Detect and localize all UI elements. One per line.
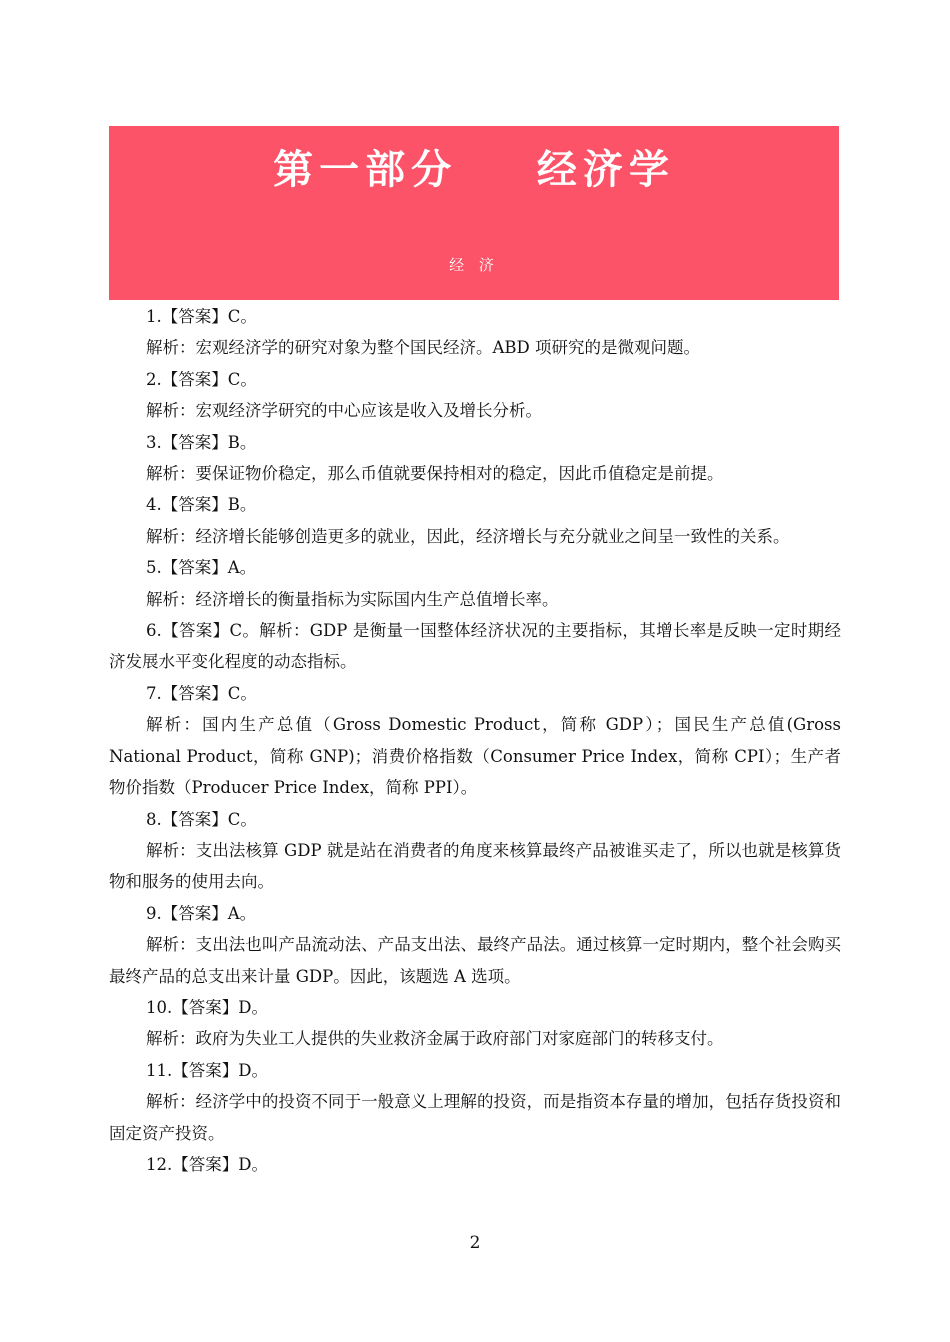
answer-line: 7.【答案】C。 (146, 683, 257, 703)
answer-line: 11.【答案】D。 (146, 1060, 268, 1080)
answer-line: 3.【答案】B。 (146, 432, 257, 452)
answer-line: 10.【答案】D。 (146, 997, 268, 1017)
explanation-line: 解析：经济增长的衡量指标为实际国内生产总值增长率。 (146, 589, 559, 609)
chapter-banner (109, 126, 839, 300)
explanation-line: 解析：宏观经济学研究的中心应该是收入及增长分析。 (146, 401, 542, 421)
explanation-line: 解析：政府为失业工人提供的失业救济金属于政府部门对家庭部门的转移支付。 (146, 1029, 724, 1049)
answer-line: 1.【答案】C。 (146, 307, 257, 326)
answer-line: 2.【答案】C。 (146, 369, 257, 389)
answer-line: 6.【答案】C。解析：GDP 是衡量一国整体经济状况的主要指标，其增长率是反映一定时期经济发展水平变化程度的动态指标。 (109, 621, 841, 672)
explanation-line: 解析：支出法核算 GDP 就是站在消费者的角度来核算最终产品被谁买走了，所以也就是核算货物和服务的使用去向。 (109, 840, 841, 892)
explanation-line: 解析：宏观经济学的研究对象为整个国民经济。ABD 项研究的是微观问题。 (146, 338, 701, 358)
answer-line: 12.【答案】D。 (146, 1154, 268, 1174)
answer-line: 4.【答案】B。 (146, 495, 257, 515)
explanation-line: 解析：经济学中的投资不同于一般意义上理解的投资，而是指资本存量的增加，包括存货投资和固定资产投资。 (109, 1092, 841, 1143)
explanation-line: 解析：经济增长能够创造更多的就业，因此，经济增长与充分就业之间呈一致性的关系。 (146, 526, 790, 546)
section-subtitle: 经 济 (449, 256, 499, 274)
explanation-line: 解析：要保证物价稳定，那么币值就要保持相对的稳定，因此币值稳定是前提。 (146, 464, 724, 484)
explanation-line: 解析：国内生产总值（Gross Domestic Product，简称 GDP）；国民生产总值(Gross National Product，简称 GNP)；消费价格指数（Consumer Price Index，简称 CPI）；生产者物价指数（Producer Price Index，简称 PPI）。 (109, 715, 841, 798)
answer-line: 8.【答案】C。 (146, 809, 257, 829)
answer-line: 9.【答案】A。 (146, 903, 257, 923)
answer-list (109, 301, 841, 1180)
answer-line: 5.【答案】A。 (146, 558, 257, 578)
explanation-line: 解析：支出法也叫产品流动法、产品支出法、最终产品法。通过核算一定时期内，整个社会购买最终产品的总支出来计量 GDP。因此，该题选 A 选项。 (109, 935, 841, 986)
chapter-title: 第一部分 经济学 (273, 147, 675, 193)
page-number: 2 (469, 1233, 481, 1253)
